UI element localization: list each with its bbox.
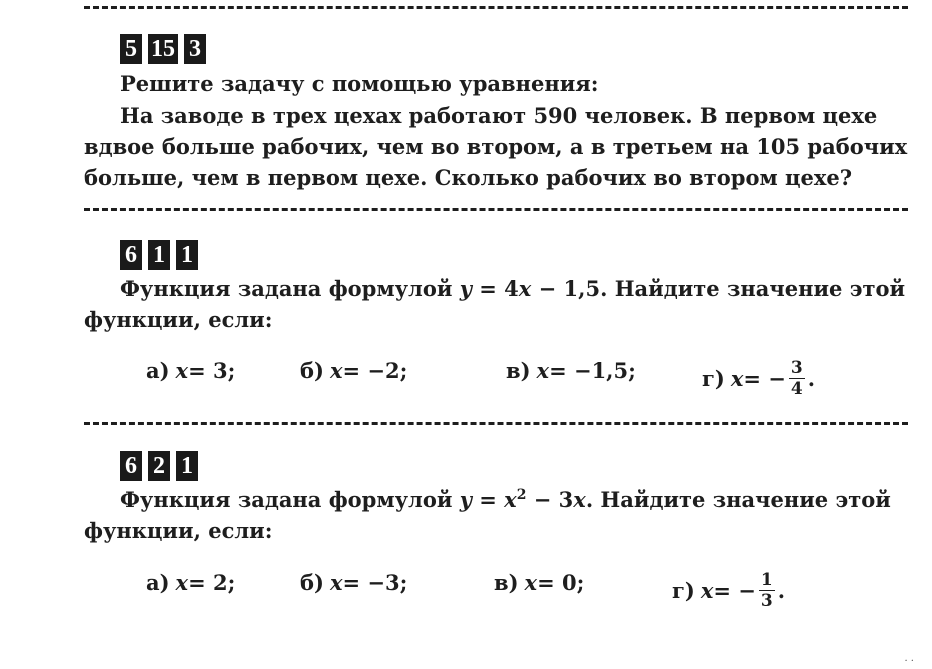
option-label: а) [146,570,170,595]
problem-number-part: 1 [176,451,198,481]
formula-var: x [504,487,517,512]
option-value: = −3; [342,570,408,595]
problem-2-text-before: Функция задана формулой [120,276,460,301]
formula-eq: = [471,487,505,512]
problem-number-part: 15 [148,34,178,64]
option-fraction [789,358,805,399]
option-label: б) [300,570,324,595]
option-c [494,570,584,595]
option-var: x [175,358,189,383]
problem-number-part: 6 [120,451,142,481]
option-var: x [175,570,189,595]
formula-lhs: y [459,276,472,301]
page-mark: · · [904,656,914,667]
option-value: = 2; [188,570,236,595]
problem-number-part: 1 [148,240,170,270]
divider-1 [84,208,908,211]
option-value: = 3; [188,358,236,383]
option-label: в) [506,358,531,383]
option-var: x [329,570,343,595]
formula-var2: x [573,487,586,512]
option-label: в) [494,570,519,595]
option-var: x [730,366,744,391]
option-value: = −2; [342,358,408,383]
problem-number-part: 6 [120,240,142,270]
option-label: а) [146,358,170,383]
option-value: = − [743,366,786,391]
option-end: . [777,578,786,603]
problem-number-part: 2 [148,451,170,481]
fraction-numerator: 1 [760,570,773,590]
option-value: = − [713,578,756,603]
problem-3-options [0,560,932,616]
problem-number-part: 5 [120,34,142,64]
problem-1-number [120,34,206,64]
option-label: г) [702,366,725,391]
option-d [672,570,785,611]
option-var: x [329,358,343,383]
fraction-denominator: 3 [760,591,773,611]
fraction-numerator: 3 [790,358,803,378]
option-value: = −1,5; [549,358,636,383]
option-a [146,358,235,383]
problem-2-options [0,348,932,404]
option-a [146,570,235,595]
problem-3-text-after: Найдите значение этой функции, если: [84,487,891,543]
formula-exponent: 2 [516,487,527,503]
option-value: = 0; [537,570,585,595]
option-b [300,570,407,595]
problem-2-number [120,240,198,270]
formula-rest: − 1,5. [531,276,608,301]
divider-2 [84,422,908,425]
formula-var: x [518,276,532,301]
problem-2-text [84,273,908,335]
problem-number-part: 1 [176,240,198,270]
problem-3-text [84,484,908,546]
option-var: x [524,570,538,595]
option-b [300,358,407,383]
formula-mid: − 3 [526,487,574,512]
problem-1-heading: Решите задачу с помощью уравнения: [120,71,599,96]
problem-number-part: 3 [184,34,206,64]
option-c [506,358,636,383]
option-var: x [700,578,714,603]
formula-rest: . [585,487,594,512]
option-var: x [536,358,550,383]
fraction-denominator: 4 [790,379,803,399]
option-fraction [759,570,775,611]
top-divider [84,6,908,9]
problem-3-text-before: Функция задана формулой [120,487,460,512]
problem-1-text: На заводе в трех цехах работают 590 человек. В первом цехе вдвое больше рабочих, чем во втором, а в третьем на 105 рабочих больше, чем в первом цехе. Сколько рабочих во втором цехе? [84,103,908,190]
formula-lhs: y [459,487,472,512]
option-d [702,358,815,399]
formula-eq: = 4 [471,276,519,301]
problem-2-text-after: Найдите значение этой функции, если: [84,276,906,332]
option-label: б) [300,358,324,383]
option-label: г) [672,578,695,603]
option-end: . [807,366,816,391]
problem-3-number [120,451,198,481]
